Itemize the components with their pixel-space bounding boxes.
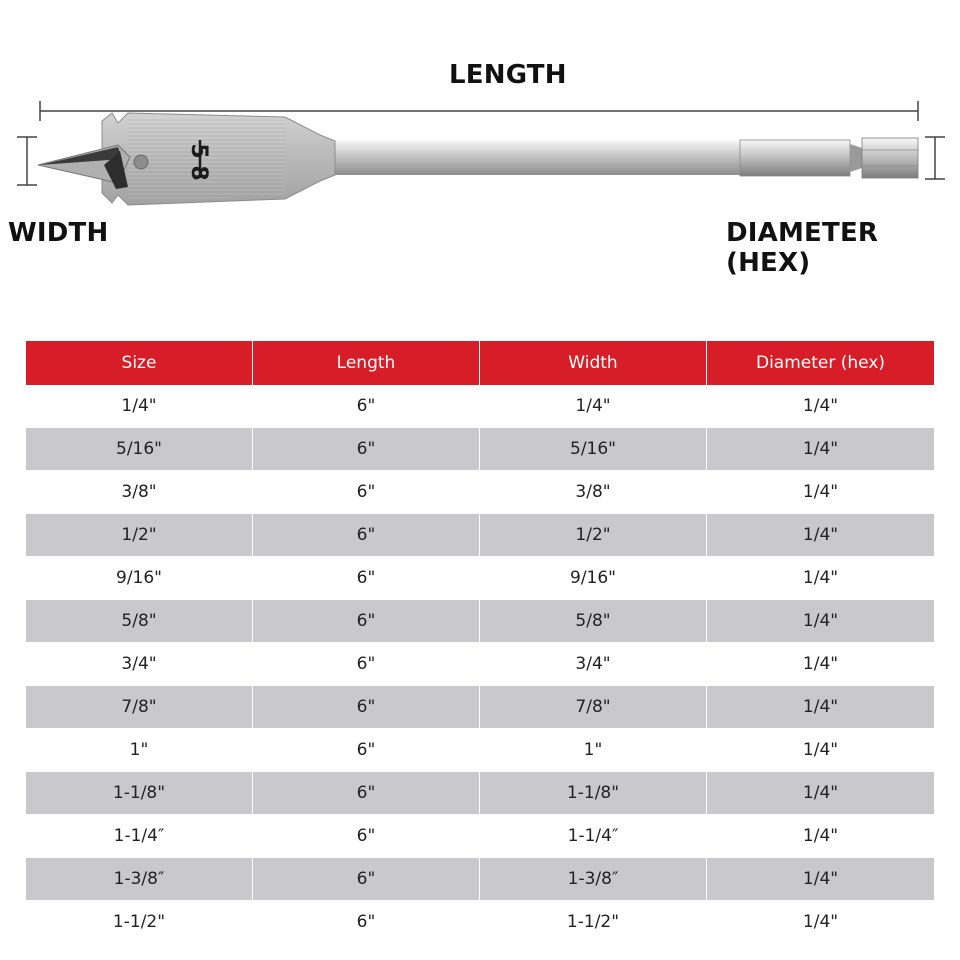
size-marking-denominator: 8 xyxy=(186,165,211,181)
width-dimension-line xyxy=(17,137,37,185)
table-cell-length: 6" xyxy=(253,858,479,900)
bit-shaft xyxy=(330,141,750,175)
table-cell-length: 6" xyxy=(253,514,479,556)
header-width: Width xyxy=(480,341,706,385)
diameter-hex-label: DIAMETER (HEX) xyxy=(726,218,879,278)
table-cell-width: 1-1/2" xyxy=(566,912,620,932)
table-cell-size: 9/16" xyxy=(116,568,162,588)
table-cell-width: 1-3/8″ xyxy=(480,858,706,900)
spade-bit-diagram xyxy=(0,95,960,225)
header-length: Length xyxy=(253,341,479,385)
table-cell-width: 1/2" xyxy=(480,514,706,556)
spec-table xyxy=(26,341,934,944)
header-diameter: Diameter (hex) xyxy=(707,341,934,385)
hex-dimension-line xyxy=(925,137,945,179)
table-cell-length: 6" xyxy=(253,600,479,642)
table-cell-size: 1-1/2" xyxy=(112,912,166,932)
bit-collar xyxy=(740,140,850,176)
table-cell-width: 1/4" xyxy=(575,396,611,416)
table-cell-width: 3/4" xyxy=(575,654,611,674)
table-cell-size: 1-3/8″ xyxy=(26,858,252,900)
table-cell-diameter: 1/4" xyxy=(707,428,934,470)
table-cell-length: 6" xyxy=(356,740,376,760)
table-cell-width: 5/8" xyxy=(480,600,706,642)
table-cell-length: 6" xyxy=(356,482,376,502)
table-cell-length: 6" xyxy=(253,686,479,728)
table-cell-length: 6" xyxy=(253,428,479,470)
table-cell-diameter: 1/4" xyxy=(707,858,934,900)
table-cell-length: 6" xyxy=(356,912,376,932)
size-marking-numerator: 5 xyxy=(186,143,211,159)
table-cell-size: 1-1/8" xyxy=(26,772,252,814)
table-cell-size: 5/8" xyxy=(26,600,252,642)
table-cell-size: 1-1/4″ xyxy=(113,826,165,846)
table-cell-diameter: 1/4" xyxy=(802,482,839,502)
table-cell-diameter: 1/4" xyxy=(802,826,839,846)
table-cell-length: 6" xyxy=(356,654,376,674)
table-cell-length: 6" xyxy=(356,396,376,416)
blade-hole xyxy=(134,155,148,169)
length-label: LENGTH xyxy=(449,60,567,90)
table-cell-size: 3/8" xyxy=(121,482,157,502)
table-cell-size: 7/8" xyxy=(26,686,252,728)
table-cell-diameter: 1/4" xyxy=(802,396,839,416)
table-cell-width: 7/8" xyxy=(480,686,706,728)
table-cell-size: 1" xyxy=(129,740,149,760)
table-cell-width: 5/16" xyxy=(480,428,706,470)
table-cell-length: 6" xyxy=(356,568,376,588)
table-cell-diameter: 1/4" xyxy=(707,686,934,728)
table-cell-diameter: 1/4" xyxy=(802,654,839,674)
table-cell-diameter: 1/4" xyxy=(802,740,839,760)
table-cell-width: 1" xyxy=(583,740,603,760)
table-cell-width: 3/8" xyxy=(575,482,611,502)
table-cell-diameter: 1/4" xyxy=(707,772,934,814)
table-cell-diameter: 1/4" xyxy=(707,600,934,642)
table-cell-length: 6" xyxy=(356,826,376,846)
table-cell-diameter: 1/4" xyxy=(707,514,934,556)
table-cell-size: 1/4" xyxy=(121,396,157,416)
table-cell-size: 1/2" xyxy=(26,514,252,556)
table-cell-size: 5/16" xyxy=(26,428,252,470)
table-cell-width: 1-1/8" xyxy=(480,772,706,814)
table-cell-diameter: 1/4" xyxy=(802,568,839,588)
table-cell-width: 1-1/4″ xyxy=(567,826,619,846)
table-cell-width: 9/16" xyxy=(570,568,616,588)
table-cell-diameter: 1/4" xyxy=(802,912,839,932)
header-size: Size xyxy=(26,341,252,385)
hex-shank xyxy=(862,138,918,178)
width-label: WIDTH xyxy=(8,218,109,248)
table-cell-length: 6" xyxy=(253,772,479,814)
table-cell-size: 3/4" xyxy=(121,654,157,674)
